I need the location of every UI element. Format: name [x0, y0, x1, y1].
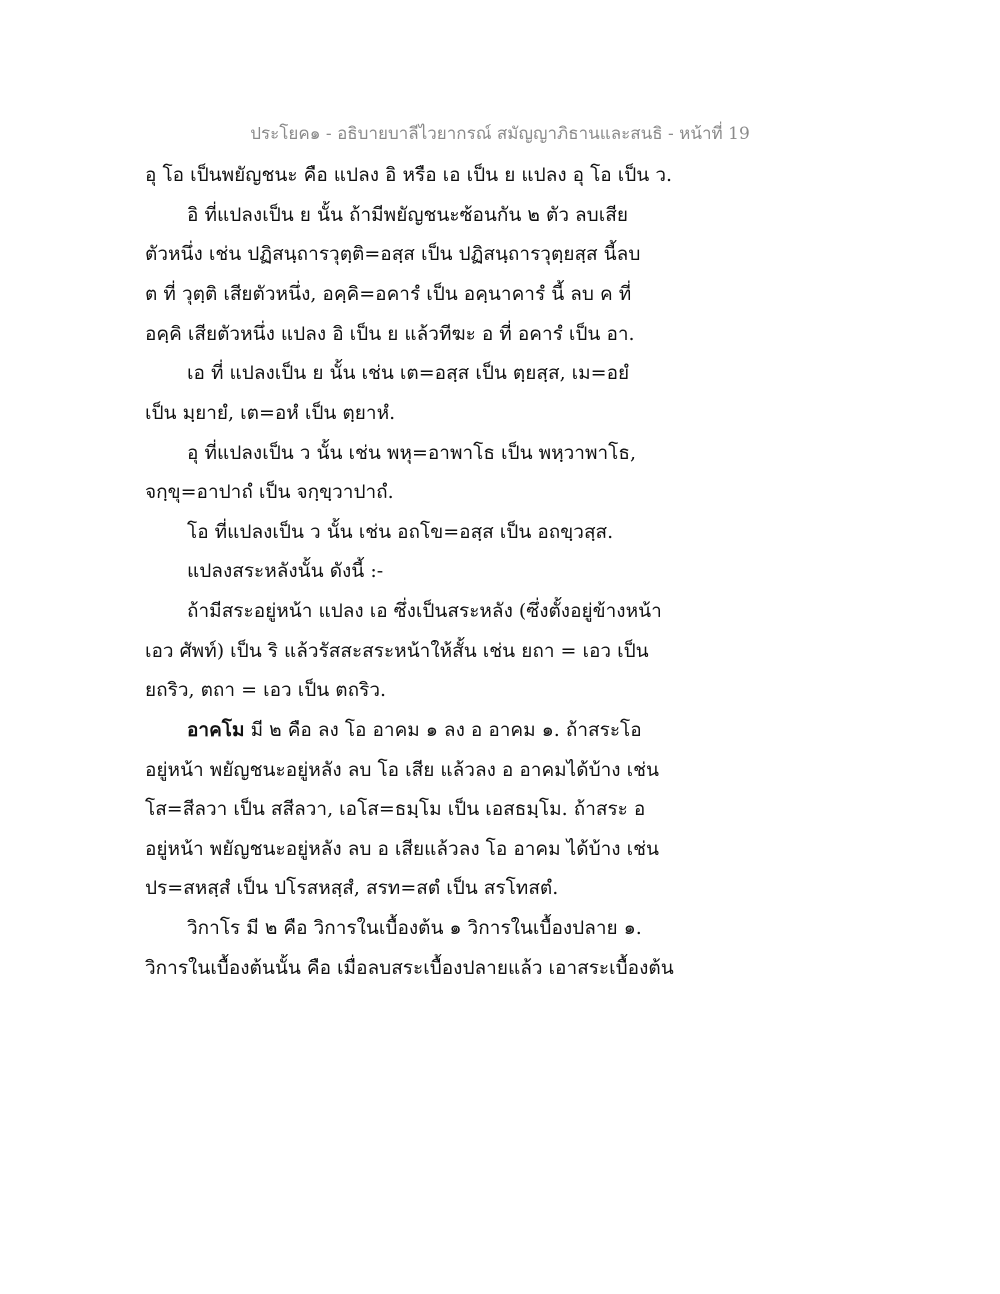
body-line-12: ถ้ามีสระอยู่หน้า แปลง เอ ซึ่งเป็นสระหลัง (ซึ่งตั้งอยู่ข้างหน้า [187, 600, 662, 622]
body-line-8: อุ ที่แปลงเป็น ว นั้น เช่น พหุ=อาพาโธ เป็น พหฺวาพาโธ, [187, 442, 637, 464]
body-line-6: เอ ที่ แปลงเป็น ย นั้น เช่น เต=อสฺส เป็น ตฺยสฺส, เม=อยํ [187, 362, 630, 384]
body-line-7: เป็น มฺยายํ, เต=อหํ เป็น ตฺยาหํ. [145, 402, 396, 424]
body-line-17: โส=สีลวา เป็น สสีลวา, เอโส=ธมฺโม เป็น เอสธมฺโม. ถ้าสระ อ [145, 798, 646, 820]
body-line-3: ตัวหนึ่ง เช่น ปฏิสนฺถารวุตฺติ=อสฺส เป็น ปฏิสนฺถารวุตฺยสฺส นี้ลบ [145, 243, 641, 265]
body-line-14: ยถริว, ตถา = เอว เป็น ตถริว. [145, 679, 387, 701]
body-line-21: วิการในเบื้องต้นนั้น คือ เมื่อลบสระเบื้องปลายแล้ว เอาสระเบื้องต้น [145, 957, 674, 979]
agamo-heading: อาคโม [187, 719, 245, 741]
body-line-2: อิ ที่แปลงเป็น ย นั้น ถ้ามีพยัญชนะซ้อนกัน ๒ ตัว ลบเสีย [187, 204, 628, 226]
body-line-18: อยู่หน้า พยัญชนะอยู่หลัง ลบ อ เสียแล้วลง โอ อาคม ได้บ้าง เช่น [145, 838, 659, 860]
body-line-20: วิกาโร มี ๒ คือ วิการในเบื้องต้น ๑ วิการในเบื้องปลาย ๑. [187, 917, 642, 939]
agamo-text: มี ๒ คือ ลง โอ อาคม ๑ ลง อ อาคม ๑. ถ้าสระโอ [250, 719, 642, 741]
body-line-1: อุ โอ เป็นพยัญชนะ คือ แปลง อิ หรือ เอ เป็น ย แปลง อุ โอ เป็น ว. [145, 164, 673, 186]
body-line-11: แปลงสระหลังนั้น ดังนี้ :- [187, 560, 384, 582]
body-line-16: อยู่หน้า พยัญชนะอยู่หลัง ลบ โอ เสีย แล้วลง อ อาคมได้บ้าง เช่น [145, 759, 659, 781]
running-header: ประโยค๑ - อธิบายบาลีไวยากรณ์ สมัญญาภิธานและสนธิ - หน้าที่ 19 [250, 124, 750, 144]
body-line-5: อคฺคิ เสียตัวหนึ่ง แปลง อิ เป็น ย แล้วทีฆะ อ ที่ อคารํ เป็น อา. [145, 323, 635, 345]
body-line-19: ปร=สหสฺสํ เป็น ปโรสหสฺสํ, สรท=สตํ เป็น สรโทสตํ. [145, 877, 559, 899]
body-line-9: จกฺขุ=อาปาถํ เป็น จกฺขฺวาปาถํ. [145, 481, 394, 503]
body-line-13: เอว ศัพท์) เป็น ริ แล้วรัสสะสระหน้าให้สั้น เช่น ยถา = เอว เป็น [145, 640, 649, 662]
body-line-10: โอ ที่แปลงเป็น ว นั้น เช่น อถโข=อสฺส เป็น อถขฺวสฺส. [187, 521, 614, 543]
body-line-15 [187, 716, 642, 744]
body-line-4: ต ที่ วุตฺติ เสียตัวหนึ่ง, อคฺคิ=อคารํ เป็น อคฺนาคารํ นี้ ลบ ค ที่ [145, 283, 632, 305]
